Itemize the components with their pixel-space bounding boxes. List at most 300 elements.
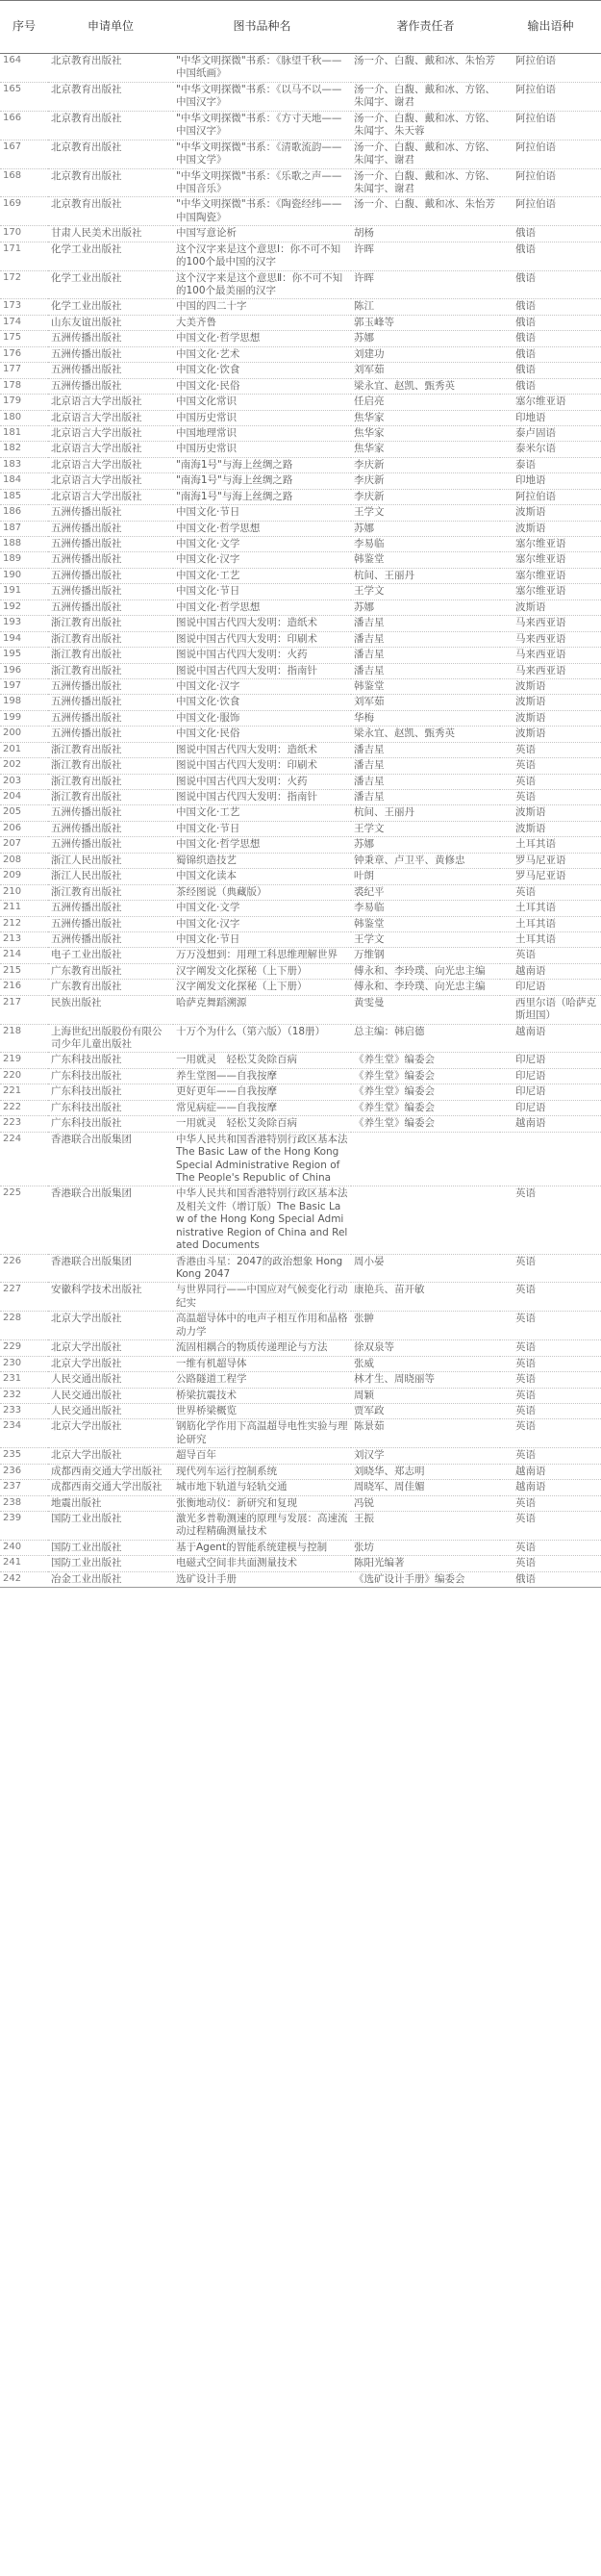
serial-number-cell: 227 (0, 1283, 48, 1312)
language-cell: 波斯语 (500, 695, 601, 710)
applicant-cell: 五洲传播出版社 (48, 552, 173, 568)
language-cell: 英语 (500, 1356, 601, 1371)
language-cell: 英语 (500, 1340, 601, 1356)
applicant-cell: 成都西南交通大学出版社 (48, 1480, 173, 1495)
author-cell: 韩鉴堂 (351, 552, 500, 568)
serial-number-cell: 184 (0, 473, 48, 489)
language-cell: 波斯语 (500, 678, 601, 694)
author-cell: 汤一介、白馥、戴和冰、方铭、朱闻宇、谢君 (351, 82, 500, 111)
author-cell: 王学文 (351, 584, 500, 599)
applicant-cell: 五洲传播出版社 (48, 521, 173, 536)
book-title-cell: "南海1号"与海上丝绸之路 (173, 473, 351, 489)
table-row (0, 1340, 601, 1356)
applicant-cell: 五洲传播出版社 (48, 346, 173, 362)
serial-number-cell: 222 (0, 1100, 48, 1115)
applicant-cell: 化学工业出版社 (48, 242, 173, 270)
book-title-cell: 中国写意论析 (173, 226, 351, 242)
book-title-cell: 中国文化·节日 (173, 931, 351, 947)
table-row (0, 663, 601, 678)
author-cell: 苏娜 (351, 331, 500, 346)
serial-number-cell: 237 (0, 1480, 48, 1495)
applicant-cell: 五洲传播出版社 (48, 378, 173, 394)
serial-number-cell: 167 (0, 140, 48, 168)
table-row (0, 1356, 601, 1371)
language-cell: 印尼语 (500, 1100, 601, 1115)
applicant-cell: 北京教育出版社 (48, 82, 173, 111)
table-row (0, 599, 601, 615)
book-title-cell: 中国文化·汉字 (173, 916, 351, 931)
serial-number-cell: 203 (0, 774, 48, 789)
table-row (0, 805, 601, 821)
book-title-cell: 中国文化·工艺 (173, 805, 351, 821)
book-title-cell: 中国文化常识 (173, 395, 351, 410)
applicant-cell: 北京大学出版社 (48, 1419, 173, 1448)
book-title-cell: 图说中国古代四大发明：火药 (173, 774, 351, 789)
author-cell: 钟秉章、卢卫平、黄修忠 (351, 853, 500, 868)
language-cell: 俄语 (500, 226, 601, 242)
language-cell: 塞尔维亚语 (500, 568, 601, 583)
language-cell: 英语 (500, 1254, 601, 1283)
language-cell: 土耳其语 (500, 901, 601, 916)
book-title-cell: 图说中国古代四大发明：造纸术 (173, 616, 351, 631)
table-row (0, 363, 601, 378)
language-cell: 西里尔语（哈萨克斯坦国） (500, 995, 601, 1024)
language-cell (500, 1132, 601, 1186)
applicant-cell: 五洲传播出版社 (48, 837, 173, 853)
author-cell: 任启亮 (351, 395, 500, 410)
applicant-cell: 五洲传播出版社 (48, 568, 173, 583)
author-cell: 傅永和、李玲璞、向光忠主编 (351, 980, 500, 995)
language-cell: 马来西亚语 (500, 663, 601, 678)
table-row (0, 1024, 601, 1053)
language-cell: 英语 (500, 1419, 601, 1448)
applicant-cell: 广东科技出版社 (48, 1100, 173, 1115)
book-title-cell: 公路隧道工程学 (173, 1372, 351, 1388)
serial-number-cell: 196 (0, 663, 48, 678)
book-title-cell: 中国文化·饮食 (173, 363, 351, 378)
book-title-cell: "南海1号"与海上丝绸之路 (173, 457, 351, 472)
author-cell: 苏娜 (351, 837, 500, 853)
applicant-cell: 广东教育出版社 (48, 963, 173, 979)
language-cell: 英语 (500, 1448, 601, 1464)
serial-number-cell: 221 (0, 1084, 48, 1100)
language-cell: 阿拉伯语 (500, 140, 601, 168)
book-title-cell: "中华文明探微"书系：《陶瓷经纬——中国陶瓷》 (173, 197, 351, 226)
book-title-cell: 图说中国古代四大发明：造纸术 (173, 742, 351, 757)
author-cell: 焦华家 (351, 410, 500, 425)
applicant-cell: 五洲传播出版社 (48, 710, 173, 726)
applicant-cell: 北京教育出版社 (48, 111, 173, 140)
table-row (0, 1512, 601, 1541)
applicant-cell: 上海世纪出版股份有限公司少年儿童出版社 (48, 1024, 173, 1053)
book-title-cell: 激光多普勒测速的原理与发展：高速流动过程精确测量技术 (173, 1512, 351, 1541)
applicant-cell: 国防工业出版社 (48, 1556, 173, 1571)
applicant-cell: 民族出版社 (48, 995, 173, 1024)
table-row (0, 505, 601, 521)
table-row (0, 378, 601, 394)
serial-number-cell: 182 (0, 442, 48, 457)
applicant-cell: 山东友谊出版社 (48, 315, 173, 330)
author-cell: 汤一介、白馥、戴和冰、朱怡芳 (351, 197, 500, 226)
language-cell: 波斯语 (500, 805, 601, 821)
book-title-cell: 中国文化·文学 (173, 901, 351, 916)
author-cell: 许晖 (351, 270, 500, 299)
table-row (0, 901, 601, 916)
author-cell: 许晖 (351, 242, 500, 270)
author-cell: 杭间、王丽丹 (351, 805, 500, 821)
book-title-cell: 中国文化·哲学思想 (173, 521, 351, 536)
author-cell: 李庆新 (351, 473, 500, 489)
serial-number-cell: 205 (0, 805, 48, 821)
book-title-cell: 中国文化·哲学思想 (173, 331, 351, 346)
applicant-cell: 香港联合出版集团 (48, 1254, 173, 1283)
language-cell: 土耳其语 (500, 916, 601, 931)
table-row (0, 837, 601, 853)
serial-number-cell: 212 (0, 916, 48, 931)
language-cell: 罗马尼亚语 (500, 853, 601, 868)
book-title-cell: 中国地理常识 (173, 425, 351, 441)
applicant-cell: 甘肃人民美术出版社 (48, 226, 173, 242)
table-row (0, 111, 601, 140)
serial-number-cell: 202 (0, 758, 48, 774)
book-title-cell: 张衡地动仪：新研究和复现 (173, 1495, 351, 1511)
book-title-cell: 超导百年 (173, 1448, 351, 1464)
language-cell: 波斯语 (500, 710, 601, 726)
applicant-cell: 国防工业出版社 (48, 1540, 173, 1555)
serial-number-cell: 214 (0, 948, 48, 963)
language-cell: 俄语 (500, 299, 601, 315)
serial-number-cell: 183 (0, 457, 48, 472)
applicant-cell: 广东教育出版社 (48, 980, 173, 995)
serial-number-cell: 236 (0, 1464, 48, 1479)
serial-number-cell: 223 (0, 1116, 48, 1132)
author-cell: 胡杨 (351, 226, 500, 242)
table-row (0, 616, 601, 631)
applicant-cell: 北京语言大学出版社 (48, 442, 173, 457)
language-cell: 越南语 (500, 1116, 601, 1132)
table-row (0, 1556, 601, 1571)
table-row (0, 1132, 601, 1186)
header-author: 著作责任者 (351, 1, 500, 54)
table-row (0, 1571, 601, 1587)
language-cell: 阿拉伯语 (500, 168, 601, 197)
author-cell: 李易临 (351, 901, 500, 916)
language-cell: 俄语 (500, 378, 601, 394)
serial-number-cell: 213 (0, 931, 48, 947)
applicant-cell: 人民交通出版社 (48, 1403, 173, 1418)
author-cell: 刘军茹 (351, 363, 500, 378)
book-title-cell: "南海1号"与海上丝绸之路 (173, 489, 351, 504)
table-row (0, 425, 601, 441)
applicant-cell: 五洲传播出版社 (48, 537, 173, 552)
book-title-cell: 世界桥梁概览 (173, 1403, 351, 1418)
book-title-cell: 中国文化读本 (173, 869, 351, 884)
table-row (0, 1372, 601, 1388)
table-row (0, 869, 601, 884)
author-cell: 潘吉星 (351, 758, 500, 774)
serial-number-cell: 210 (0, 884, 48, 900)
book-title-cell: 中国的四二十字 (173, 299, 351, 315)
language-cell: 塞尔维亚语 (500, 552, 601, 568)
author-cell: 《养生堂》编委会 (351, 1068, 500, 1084)
serial-number-cell: 187 (0, 521, 48, 536)
serial-number-cell: 201 (0, 742, 48, 757)
serial-number-cell: 204 (0, 790, 48, 805)
language-cell: 越南语 (500, 1480, 601, 1495)
table-row (0, 774, 601, 789)
table-row (0, 1448, 601, 1464)
table-row (0, 1480, 601, 1495)
book-title-cell: 十万个为什么（第六版）（18册） (173, 1024, 351, 1053)
table-row (0, 1312, 601, 1340)
author-cell: 王学文 (351, 931, 500, 947)
book-title-cell: 中国文化·民俗 (173, 727, 351, 742)
language-cell: 土耳其语 (500, 931, 601, 947)
applicant-cell: 地震出版社 (48, 1495, 173, 1511)
book-title-cell: 流固相耦合的物质传递理论与方法 (173, 1340, 351, 1356)
author-cell: 潘吉星 (351, 663, 500, 678)
serial-number-cell: 234 (0, 1419, 48, 1448)
language-cell: 阿拉伯语 (500, 197, 601, 226)
author-cell: 陈江 (351, 299, 500, 315)
applicant-cell: 五洲传播出版社 (48, 821, 173, 836)
applicant-cell: 浙江教育出版社 (48, 742, 173, 757)
author-cell: 潘吉星 (351, 742, 500, 757)
author-cell: 韩鉴堂 (351, 678, 500, 694)
applicant-cell: 安徽科学技术出版社 (48, 1283, 173, 1312)
language-cell: 英语 (500, 1540, 601, 1555)
book-title-cell: 中国文化·工艺 (173, 568, 351, 583)
applicant-cell: 浙江人民出版社 (48, 869, 173, 884)
applicant-cell: 五洲传播出版社 (48, 599, 173, 615)
serial-number-cell: 215 (0, 963, 48, 979)
serial-number-cell: 241 (0, 1556, 48, 1571)
serial-number-cell: 199 (0, 710, 48, 726)
language-cell: 马来西亚语 (500, 631, 601, 647)
language-cell: 塞尔维亚语 (500, 395, 601, 410)
serial-number-cell: 190 (0, 568, 48, 583)
author-cell: 傅永和、李玲璞、向光忠主编 (351, 963, 500, 979)
language-cell: 英语 (500, 884, 601, 900)
author-cell: 《养生堂》编委会 (351, 1100, 500, 1115)
language-cell: 马来西亚语 (500, 648, 601, 663)
table-row (0, 1068, 601, 1084)
serial-number-cell: 226 (0, 1254, 48, 1283)
serial-number-cell: 170 (0, 226, 48, 242)
serial-number-cell: 178 (0, 378, 48, 394)
language-cell: 越南语 (500, 1464, 601, 1479)
serial-number-cell: 219 (0, 1053, 48, 1068)
author-cell: 《养生堂》编委会 (351, 1084, 500, 1100)
book-title-cell: 图说中国古代四大发明：指南针 (173, 663, 351, 678)
table-row (0, 1116, 601, 1132)
applicant-cell: 广东科技出版社 (48, 1116, 173, 1132)
book-title-cell: 现代列车运行控制系统 (173, 1464, 351, 1479)
table-row (0, 568, 601, 583)
author-cell: 汤一介、白馥、戴和冰、方铭、朱闻宇、谢君 (351, 140, 500, 168)
serial-number-cell: 217 (0, 995, 48, 1024)
applicant-cell: 五洲传播出版社 (48, 901, 173, 916)
author-cell: 苏娜 (351, 599, 500, 615)
table-row (0, 727, 601, 742)
book-title-cell: 中国文化·节日 (173, 821, 351, 836)
table-row (0, 980, 601, 995)
author-cell: 贾军政 (351, 1403, 500, 1418)
serial-number-cell: 174 (0, 315, 48, 330)
author-cell: 焦华家 (351, 425, 500, 441)
language-cell: 阿拉伯语 (500, 489, 601, 504)
book-title-cell: 更好更年——自我按摩 (173, 1084, 351, 1100)
table-row (0, 315, 601, 330)
author-cell: 李易临 (351, 537, 500, 552)
language-cell: 阿拉伯语 (500, 54, 601, 83)
language-cell: 英语 (500, 758, 601, 774)
book-title-cell: 茶经图说（典藏版） (173, 884, 351, 900)
table-row (0, 931, 601, 947)
author-cell: 康艳兵、苗开敏 (351, 1283, 500, 1312)
table-row (0, 1495, 601, 1511)
book-title-cell: 中国文化·文学 (173, 537, 351, 552)
language-cell: 印尼语 (500, 1084, 601, 1100)
serial-number-cell: 164 (0, 54, 48, 83)
language-cell: 波斯语 (500, 821, 601, 836)
book-title-cell: 一维有机超导体 (173, 1356, 351, 1371)
table-header-row (0, 1, 601, 54)
author-cell: 李庆新 (351, 457, 500, 472)
language-cell: 英语 (500, 1388, 601, 1403)
table-row (0, 1419, 601, 1448)
serial-number-cell: 200 (0, 727, 48, 742)
book-title-cell: 中国文化·哲学思想 (173, 599, 351, 615)
table-row (0, 140, 601, 168)
book-title-cell: 养生堂图——自我按摩 (173, 1068, 351, 1084)
table-row (0, 948, 601, 963)
language-cell: 波斯语 (500, 505, 601, 521)
author-cell: 潘吉星 (351, 631, 500, 647)
language-cell: 阿拉伯语 (500, 111, 601, 140)
serial-number-cell: 206 (0, 821, 48, 836)
language-cell: 俄语 (500, 315, 601, 330)
header-applicant: 申请单位 (48, 1, 173, 54)
language-cell: 塞尔维亚语 (500, 537, 601, 552)
language-cell: 英语 (500, 790, 601, 805)
language-cell: 英语 (500, 948, 601, 963)
table-row (0, 489, 601, 504)
language-cell: 土耳其语 (500, 837, 601, 853)
author-cell: 《养生堂》编委会 (351, 1053, 500, 1068)
book-title-cell: 哈萨克舞蹈溯源 (173, 995, 351, 1024)
serial-number-cell: 185 (0, 489, 48, 504)
table-row (0, 1403, 601, 1418)
table-row (0, 963, 601, 979)
applicant-cell: 浙江教育出版社 (48, 790, 173, 805)
serial-number-cell: 168 (0, 168, 48, 197)
applicant-cell: 五洲传播出版社 (48, 505, 173, 521)
book-title-cell: 汉字阐发文化探秘（上下册） (173, 980, 351, 995)
author-cell: 张坊 (351, 1540, 500, 1555)
book-title-cell: "中华文明探微"书系：《脉望千秋——中国纸画》 (173, 54, 351, 83)
applicant-cell: 五洲传播出版社 (48, 678, 173, 694)
author-cell: 徐双泉等 (351, 1340, 500, 1356)
book-title-cell: 图说中国古代四大发明：印刷术 (173, 758, 351, 774)
author-cell: 陈景茹 (351, 1419, 500, 1448)
table-row (0, 695, 601, 710)
serial-number-cell: 177 (0, 363, 48, 378)
serial-number-cell: 228 (0, 1312, 48, 1340)
author-cell: 梁永宜、赵凯、甄秀英 (351, 378, 500, 394)
language-cell: 英语 (500, 1312, 601, 1340)
author-cell: 潘吉星 (351, 616, 500, 631)
book-title-cell: 与世界同行——中国应对气候变化行动纪实 (173, 1283, 351, 1312)
author-cell: 华梅 (351, 710, 500, 726)
serial-number-cell: 218 (0, 1024, 48, 1053)
author-cell: 冯锐 (351, 1495, 500, 1511)
applicant-cell: 浙江教育出版社 (48, 616, 173, 631)
applicant-cell: 浙江教育出版社 (48, 648, 173, 663)
table-row (0, 1254, 601, 1283)
table-row (0, 710, 601, 726)
serial-number-cell: 173 (0, 299, 48, 315)
applicant-cell: 人民交通出版社 (48, 1372, 173, 1388)
book-title-cell: 大美齐鲁 (173, 315, 351, 330)
author-cell: 李庆新 (351, 489, 500, 504)
applicant-cell: 化学工业出版社 (48, 299, 173, 315)
author-cell: 苏娜 (351, 521, 500, 536)
table-row (0, 758, 601, 774)
serial-number-cell: 189 (0, 552, 48, 568)
serial-number-cell: 224 (0, 1132, 48, 1186)
book-title-cell: 蜀锦织造技艺 (173, 853, 351, 868)
author-cell: 张翀 (351, 1312, 500, 1340)
table-row (0, 537, 601, 552)
author-cell: 黄雯曼 (351, 995, 500, 1024)
table-row (0, 54, 601, 83)
author-cell: 张威 (351, 1356, 500, 1371)
book-title-cell: 中国文化·艺术 (173, 346, 351, 362)
table-row (0, 1084, 601, 1100)
language-cell: 波斯语 (500, 521, 601, 536)
author-cell: 潘吉星 (351, 774, 500, 789)
serial-number-cell: 229 (0, 1340, 48, 1356)
table-row (0, 552, 601, 568)
book-title-cell: 选矿设计手册 (173, 1571, 351, 1587)
book-title-cell: 城市地下轨道与轻轨交通 (173, 1480, 351, 1495)
language-cell: 马来西亚语 (500, 616, 601, 631)
applicant-cell: 五洲传播出版社 (48, 695, 173, 710)
language-cell: 英语 (500, 742, 601, 757)
language-cell: 英语 (500, 1283, 601, 1312)
book-title-cell: 中国文化·节日 (173, 584, 351, 599)
table-row (0, 678, 601, 694)
table-row (0, 1540, 601, 1555)
language-cell: 印尼语 (500, 1068, 601, 1084)
applicant-cell: 浙江教育出版社 (48, 774, 173, 789)
applicant-cell: 北京语言大学出版社 (48, 489, 173, 504)
applicant-cell: 香港联合出版集团 (48, 1132, 173, 1186)
language-cell: 俄语 (500, 1571, 601, 1587)
book-title-cell: 中国历史常识 (173, 442, 351, 457)
book-title-cell: 这个汉字来是这个意思Ⅱ：你不可不知的100个最美丽的汉字 (173, 270, 351, 299)
table-row (0, 457, 601, 472)
applicant-cell: 北京语言大学出版社 (48, 395, 173, 410)
table-row (0, 742, 601, 757)
author-cell: 汤一介、白馥、戴和冰、方铭、朱闻宇、朱天蓉 (351, 111, 500, 140)
author-cell: 总主编：韩启德 (351, 1024, 500, 1053)
serial-number-cell: 165 (0, 82, 48, 111)
language-cell: 俄语 (500, 363, 601, 378)
serial-number-cell: 232 (0, 1388, 48, 1403)
table-row (0, 521, 601, 536)
